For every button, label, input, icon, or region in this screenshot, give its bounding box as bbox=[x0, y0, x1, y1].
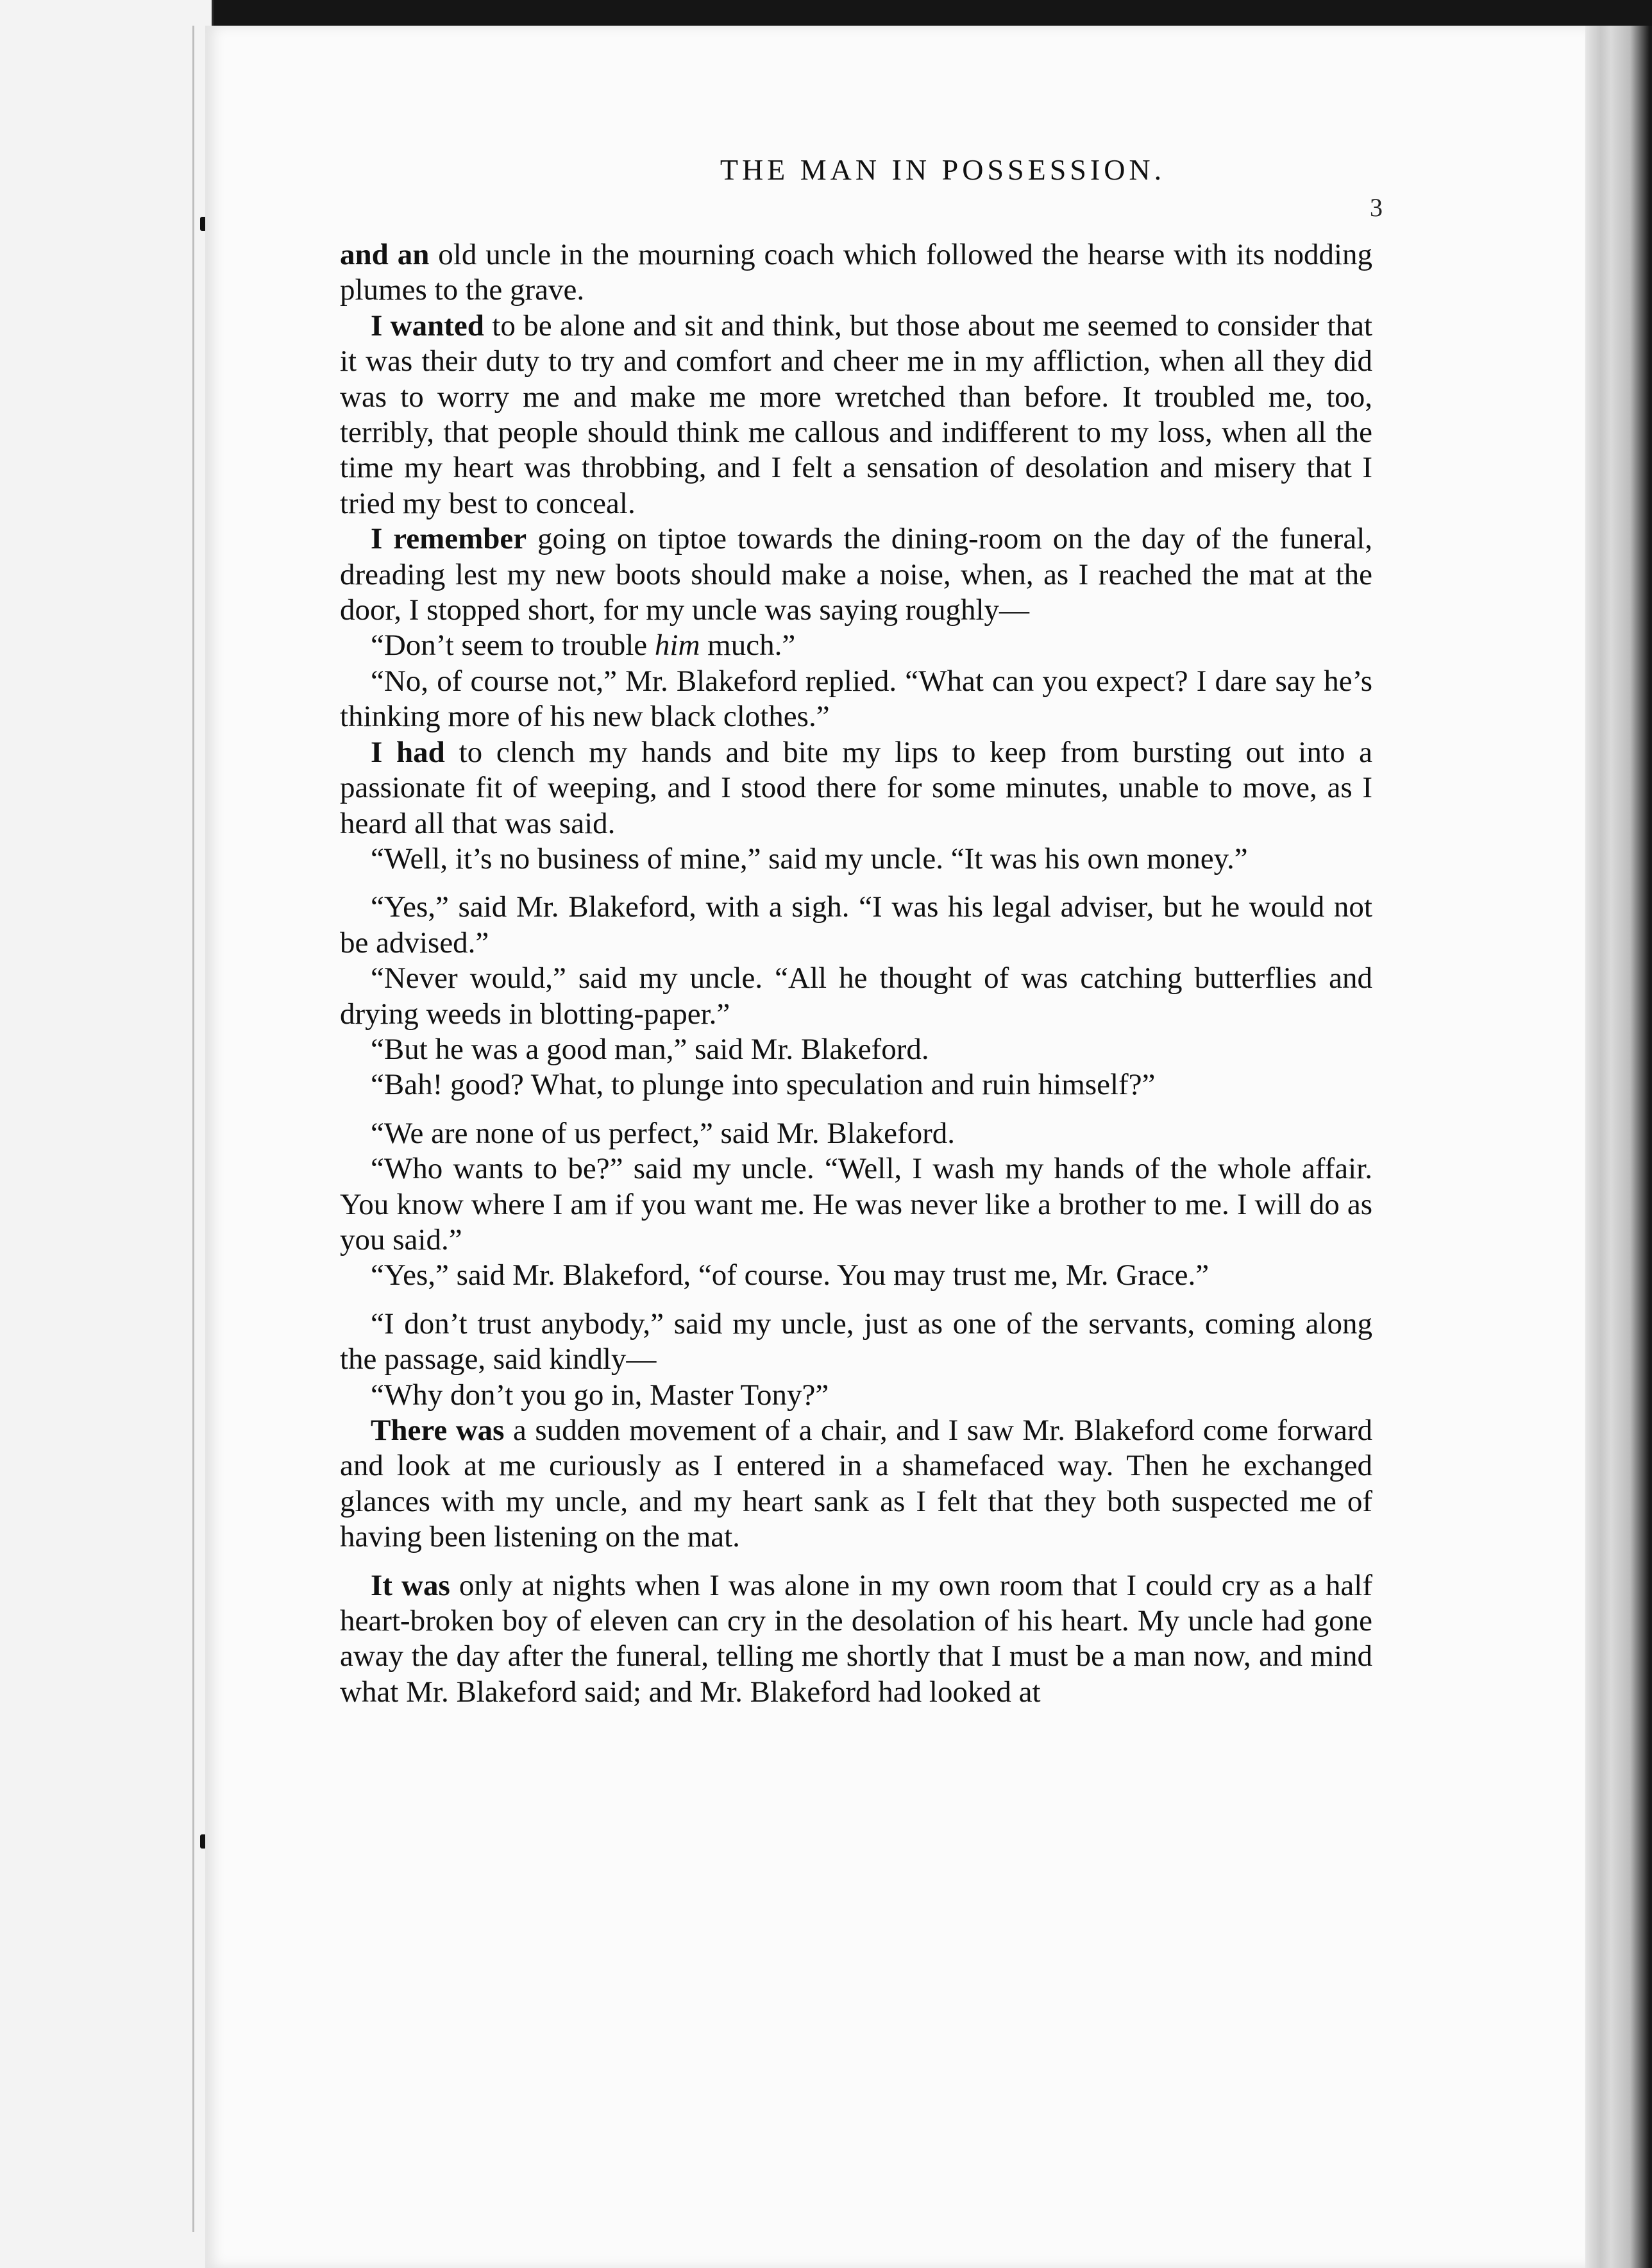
paragraph: It was only at nights when I was alone in my own room that I could cry as a half heart-broken boy of eleven can cry in the desolation of his heart. My uncle had gone away the day after the funeral, telling me shortly that I must be a man now, and mind what Mr. Blakeford said; and Mr. Blakeford had looked at bbox=[340, 1568, 1372, 1709]
paragraph: “Don’t seem to trouble him much.” bbox=[371, 629, 796, 663]
paragraph: “Yes,” said Mr. Blakeford, with a sigh. “I was his legal adviser, but he would not be advised.” bbox=[340, 890, 1372, 960]
paragraph: “No, of course not,” Mr. Blakeford replied. “What can you expect? I dare say he’s thinking more of his new black clothes.” bbox=[340, 664, 1372, 734]
paragraph: I had to clench my hands and bite my lips to keep from bursting out into a passionate fit of weeping, and I stood there for some minutes, unable to move, as I heard all that was said. bbox=[340, 735, 1372, 840]
paragraph: “I don’t trust anybody,” said my uncle, just as one of the servants, coming along the passage, said kindly— bbox=[340, 1307, 1372, 1376]
paragraph: “Yes,” said Mr. Blakeford, “of course. You may trust me, Mr. Grace.” bbox=[371, 1258, 1210, 1292]
running-head: THE MAN IN POSSESSION. bbox=[720, 153, 1166, 186]
paragraph: I remember going on tiptoe towards the dining-room on the day of the funeral, dreading lest my new boots should make a noise, when, as I reached the mat at the door, I stopped short, for my uncle was saying roughly— bbox=[340, 522, 1373, 627]
left-page-edge bbox=[0, 0, 214, 2268]
paragraph: “Why don’t you go in, Master Tony?” bbox=[371, 1378, 829, 1412]
paragraph: There was a sudden movement of a chair, and I saw Mr. Blakeford come forward and look at me curiously as I entered in a shamefaced way. Then he exchanged glances with my uncle, and my heart sank as I felt that they both suspected me of having been listening on the mat. bbox=[340, 1414, 1372, 1554]
body-text bbox=[340, 237, 1372, 1710]
paragraph: “Bah! good? What, to plunge into speculation and ruin himself?” bbox=[371, 1068, 1156, 1102]
paragraph: “Who wants to be?” said my uncle. “Well, I wash my hands of the whole affair. You know where I am if you want me. He was never like a brother to me. I will do as you said.” bbox=[340, 1152, 1372, 1257]
page-number: 3 bbox=[1370, 193, 1383, 222]
page-stack-edge bbox=[1585, 26, 1652, 2268]
paragraph: “But he was a good man,” said Mr. Blakeford. bbox=[371, 1032, 929, 1066]
paragraph: “Never would,” said my uncle. “All he thought of was catching butterflies and drying weeds in blotting-paper.” bbox=[340, 961, 1372, 1031]
paragraph: and an old uncle in the mourning coach which followed the hearse with its nodding plumes to the grave. bbox=[340, 238, 1373, 307]
paragraph: I wanted to be alone and sit and think, but those about me seemed to consider that it was their duty to try and comfort and cheer me in my affliction, when all they did was to worry me and make me more wretched than before. It troubled me, too, terribly, that people should think me callous and indifferent to my loss, when all the time my heart was throbbing, and I felt a sensation of desolation and misery that I tried my best to conceal. bbox=[340, 309, 1372, 520]
binding-line bbox=[192, 26, 194, 2232]
paragraph: “We are none of us perfect,” said Mr. Blakeford. bbox=[371, 1116, 956, 1150]
paragraph: “Well, it’s no business of mine,” said my uncle. “It was his own money.” bbox=[371, 842, 1248, 876]
